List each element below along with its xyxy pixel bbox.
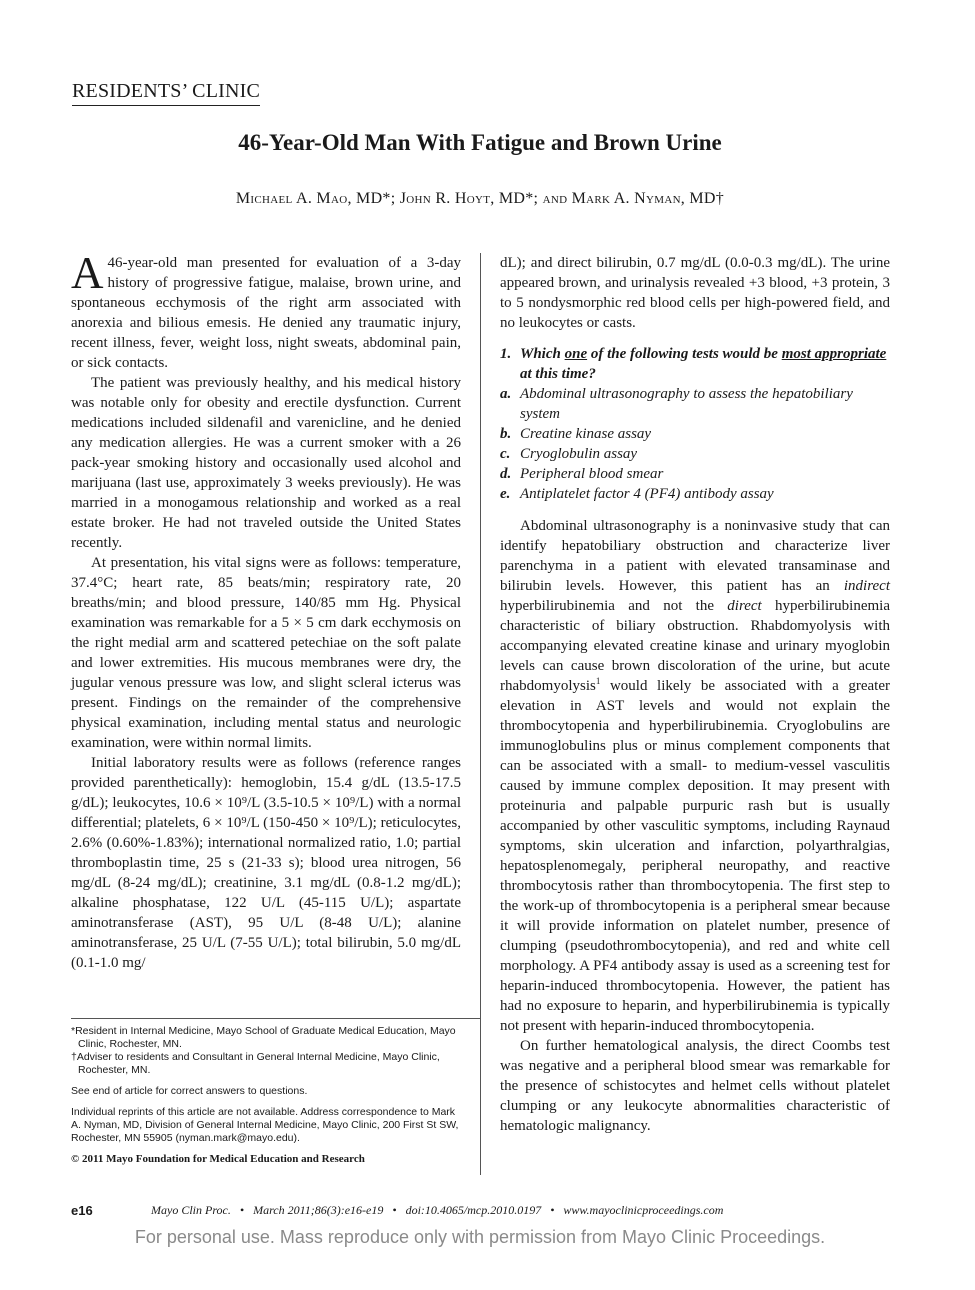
option-c: c. Cryoglobulin assay [500, 446, 638, 462]
footnote-reprints: Individual reprints of this article are not available. Address correspondence to Mark A. Nyman, MD, Division of General Internal Medicine, Mayo Clinic, 200 First St SW, Rochester, MN 55905 (nyman.mark@mayo.edu). [71, 1106, 459, 1144]
footnote-resident: *Resident in Internal Medicine, Mayo School of Graduate Medical Education, Mayo Clinic, Rochester, MN. [71, 1025, 456, 1050]
question-text: Which one of the following tests would be most appropriate at this time? [520, 346, 887, 382]
history-paragraph: The patient was previously healthy, and his medical history was notable only for obesity and erectile dysfunction. Current medications included sildenafil and varenicline, and he denied any medication allergies. He was a current smoker with a 26 pack-year smoking history and occasionally used alcohol and marijuana (last use, approximately 3 weeks previously). He was married in a monogamous relationship and worked as a real estate broker. He had not traveled outside the United States recently. [71, 375, 461, 551]
copyright: © 2011 Mayo Foundation for Medical Education and Research [71, 1153, 365, 1165]
coombs-paragraph: On further hematological analysis, the direct Coombs test was negative and a peripheral blood smear was remarkable for the presence of schistocytes and helmet cells without platelet clumping or any leukocyte abnormalities characteristic of hematologic malignancy. [500, 1038, 890, 1134]
presentation-paragraph: At presentation, his vital signs were as follows: temperature, 37.4°C; heart rate, 85 beats/min; respiratory rate, 20 breaths/min; and blood pressure, 140/85 mm Hg. Physical examination was remarkable for a 5 × 5 cm dark ecchymosis on the right medial arm and scattered petechiae on the soft palate and lower extremities. His mucous membranes were dry, the jugular venous pressure was low, and slight scleral icterus was present. Findings on the remainder of the comprehensive physical examination, including mental status and neurologic examination, were within normal limits. [71, 555, 461, 751]
right-column [500, 253, 890, 1136]
urinalysis-paragraph: dL); and direct bilirubin, 0.7 mg/dL (0.0-0.3 mg/dL). The urine appeared brown, and urinalysis revealed +3 blood, +3 protein, 3 to 5 nondysmorphic red blood cells per high-powered field, and no leukocytes or casts. [500, 255, 890, 331]
option-a: a. Abdominal ultrasonography to assess the hepatobiliary system [500, 386, 853, 422]
option-b: b. Creatine kinase assay [500, 426, 652, 442]
page-number: e16 [71, 1203, 93, 1218]
column-divider [480, 253, 481, 1175]
answer-options [500, 384, 890, 504]
footnote-answers: See end of article for correct answers to questions. [71, 1085, 308, 1097]
journal-citation: Mayo Clin Proc. • March 2011;86(3):e16-e19 • doi:10.4065/mcp.2010.0197 • www.mayoclinicproceedings.com [151, 1203, 724, 1217]
question-number: 1. [500, 346, 512, 362]
footnotes [71, 1025, 463, 1174]
footnote-adviser: †Adviser to residents and Consultant in General Internal Medicine, Mayo Clinic, Rochester, MN. [71, 1051, 440, 1076]
drop-cap: A [71, 248, 104, 298]
intro-paragraph: A 46-year-old man presented for evaluation of a 3-day history of progressive fatigue, malaise, brown urine, and spontaneous ecchymosis of the right arm associated with anorexia and bilious emesis. He denied any traumatic injury, recent illness, fever, weight loss, night sweats, abdominal pain, or sick contacts. [71, 248, 461, 371]
lab-results-paragraph: Initial laboratory results were as follows (reference ranges provided parenthetically): hemoglobin, 15.4 g/dL (13.5-17.5 g/dL); leukocytes, 10.6 × 10⁹/L (3.5-10.5 × 10⁹/L) with a normal differential; platelets, 6 × 10⁹/L (150-450 × 10⁹/L); reticulocytes, 2.6% (0.60%-1.83%); international normalized ratio, 1.0; partial thromboplastin time, 25 s (21-33 s); blood urea nitrogen, 56 mg/dL (8-24 mg/dL); creatinine, 3.1 mg/dL (0.8-1.2 mg/dL); alkaline phosphatase, 122 U/L (45-115 U/L); aspartate aminotransferase (AST), 95 U/L (8-48 U/L); alanine aminotransferase, 25 U/L (7-55 U/L); total bilirubin, 5.0 mg/dL (0.1-1.0 mg/ [71, 755, 461, 971]
discussion-paragraph: Abdominal ultrasonography is a noninvasive study that can identify hepatobiliary obstruction and characterize liver parenchyma in a patient with elevated transaminase and bilirubin levels. However, this patient has an indirect hyperbilirubinemia and not the direct hyperbilirubinemia characteristic of biliary obstruction. Rhabdomyolysis with accompanying elevated creatine kinase and urinary myoglobin levels can cause brown discoloration of the urine, but acute rhabdomyolysis$^1$ would likely be associated with a greater elevation in AST levels and would not explain the thrombocytopenia and hyperbilirubinemia. Cryoglobulins are immunoglobulins plus or minus complement components that can be associated with a small- to medium-vessel vasculitis caused by immune complex deposition. It may present with proteinuria and palpable purpuric rash but is usually accompanied by other vasculitic symptoms, including Raynaud symptoms, skin ulceration and infarction, polyarthralgias, hepatosplenomegaly, peripheral neuropathy, and reactive thrombocytosis rather than thrombocytopenia. The first step to the work-up of thrombocytopenia is a peripheral smear because it will provide information on platelet number, presence of clumping (pseudothrombocytopenia), and red and white cell morphology. A PF4 antibody assay is used as a screening test for heparin-induced thrombocytopenia. However, the patient has had no exposure to heparin, and hyperbilirubinemia is typically not present with heparin-induced thrombocytopenia. [500, 518, 890, 1034]
permission-notice: For personal use. Mass reproduce only with permission from Mayo Clinic Proceedings. [134, 1227, 826, 1247]
option-e: e. Antiplatelet factor 4 (PF4) antibody assay [500, 486, 774, 502]
left-column [71, 248, 461, 973]
section-label: RESIDENTS’ CLINIC [72, 78, 260, 106]
footnote-divider [71, 1018, 480, 1019]
option-d: d. Peripheral blood smear [500, 466, 664, 482]
article-title: 46-Year-Old Man With Fatigue and Brown Urine [238, 130, 722, 155]
question-1 [500, 344, 890, 384]
article-authors: Michael A. Mao, MD*; John R. Hoyt, MD*; and Mark A. Nyman, MD† [235, 190, 725, 207]
